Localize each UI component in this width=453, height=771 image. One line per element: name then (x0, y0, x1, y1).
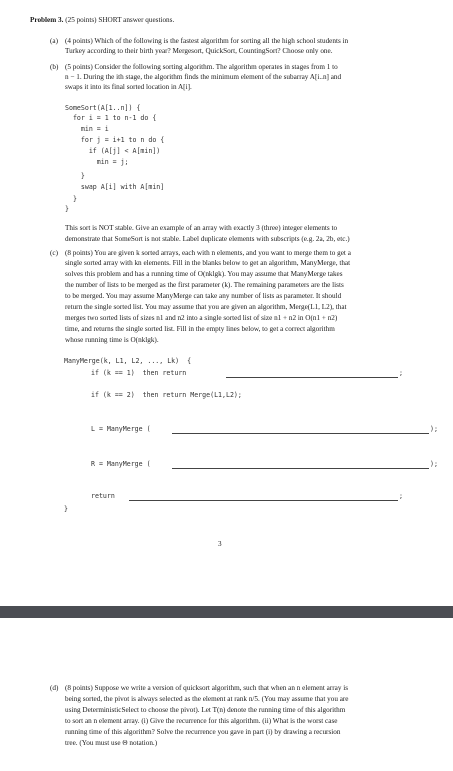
manymerge-R: R = ManyMerge ( (91, 460, 151, 468)
answer-blank-R[interactable] (172, 468, 429, 469)
manymerge-L: L = ManyMerge ( (91, 425, 151, 433)
code-line: for j = i+1 to n do { (65, 136, 165, 144)
problem-label: Problem 3. (30, 16, 64, 24)
part-a-label: (a) (50, 37, 58, 45)
part-b-line-3: swaps it into its final sorted location in A[i]. (65, 83, 192, 91)
part-c-line-8: time, and returns the single sorted list. Fill in the empty lines below, to get a correct algorithm (65, 325, 335, 333)
answer-blank-base-case[interactable] (226, 377, 398, 378)
part-b-line-1: (5 points) Consider the following sorting algorithm. The algorithm operates in stages from 1 to (65, 63, 338, 71)
manymerge-R-close: ); (430, 460, 438, 468)
manymerge-return-end: ; (399, 492, 403, 500)
next-page (0, 618, 453, 771)
part-a-line-2: Turkey according to their birth year? Mergesort, QuickSort, CountingSort? Choose only one. (65, 47, 333, 55)
code-line: } (65, 172, 85, 180)
part-d-line-5: running time of this algorithm? Solve the recurrence you gave in part (i) by drawing a recursion (65, 728, 341, 736)
part-c-label: (c) (50, 249, 58, 257)
part-a-line-1: (4 points) Which of the following is the fastest algorithm for sorting all the high school students in (65, 37, 349, 45)
page-separator (0, 606, 453, 618)
manymerge-L-close: ); (430, 425, 438, 433)
part-c-line-7: merges two sorted lists of sizes n1 and n2 into a single sorted list of size n1 + n2 in O(n1 + n2) (65, 314, 338, 322)
code-line: for i = 1 to n-1 do { (65, 114, 157, 122)
part-d-line-2: being sorted, the pivot is always selected as the element at rank n/5. (You may assume that you are (65, 695, 349, 703)
part-d-line-1: (8 points) Suppose we write a version of quicksort algorithm, such that when an n element array is (65, 684, 349, 692)
page-number: 3 (218, 540, 222, 548)
code-line: SomeSort(A[1..n]) { (65, 104, 141, 112)
manymerge-header: ManyMerge(k, L1, L2, ..., Lk) { (64, 357, 192, 365)
code-line: min = i (65, 125, 109, 133)
part-d-line-3: using DeterministicSelect to choose the pivot). Let T(n) denote the running time of this algorithm (65, 706, 346, 714)
manymerge-if2: if (k == 2) then return Merge(L1,L2); (91, 391, 242, 399)
answer-blank-return[interactable] (129, 500, 398, 501)
part-c-line-2: single sorted array with kn elements. Fill in the blanks below to get an algorithm, ManyMerge, that (65, 259, 351, 267)
part-d-line-4: to sort an n element array. (i) Give the recurrence for this algorithm. (ii) What is the worst case (65, 717, 338, 725)
part-b-after-line-1: This sort is NOT stable. Give an example of an array with exactly 3 (three) integer elements to (65, 224, 338, 232)
problem-header-text: (25 points) SHORT answer questions. (65, 16, 175, 24)
part-d-label: (d) (50, 684, 59, 692)
part-c-line-4: the number of lists to be merged as the first parameter (k). The remaining parameters are the lists (65, 281, 344, 289)
part-b-line-2: n − 1. During the ith stage, the algorithm finds the minimum element of the subarray A[i..n] and (65, 73, 342, 81)
part-c-line-9: whose running time is O(nklgk). (65, 336, 159, 344)
manymerge-return: return (91, 492, 115, 500)
part-c-line-3: solves this problem and has a running time of O(nklgk). You may assume that ManyMerge takes (65, 270, 343, 278)
manymerge-if1: if (k == 1) then return (91, 369, 187, 377)
part-b-after-line-2: demonstrate that SomeSort is not stable. Label duplicate elements with subscripts (e.g. 2a, 2b, etc.) (65, 235, 350, 243)
part-c-line-6: return the single sorted list. You may assume that you are given an algorithm, Merge(L1, L2), that (65, 303, 347, 311)
manymerge-if1-end: ; (399, 369, 403, 377)
part-b-label: (b) (50, 63, 59, 71)
part-c-line-1: (8 points) You are given k sorted arrays, each with n elements, and you want to merge them to get a (65, 249, 351, 257)
part-c-line-5: to be merged. You may assume ManyMerge can take any number of lists as parameter. It should (65, 292, 342, 300)
problem-header (30, 16, 174, 26)
part-d-line-6: tree. (You must use Θ notation.) (65, 739, 158, 747)
answer-blank-L[interactable] (172, 433, 429, 434)
code-line: if (A[j] < A[min]) (65, 147, 161, 155)
manymerge-end: } (64, 505, 68, 513)
code-line: swap A[i] with A[min] (65, 183, 165, 191)
code-line: } (65, 195, 77, 203)
code-line: min = j; (65, 158, 129, 166)
code-line: } (65, 205, 69, 213)
